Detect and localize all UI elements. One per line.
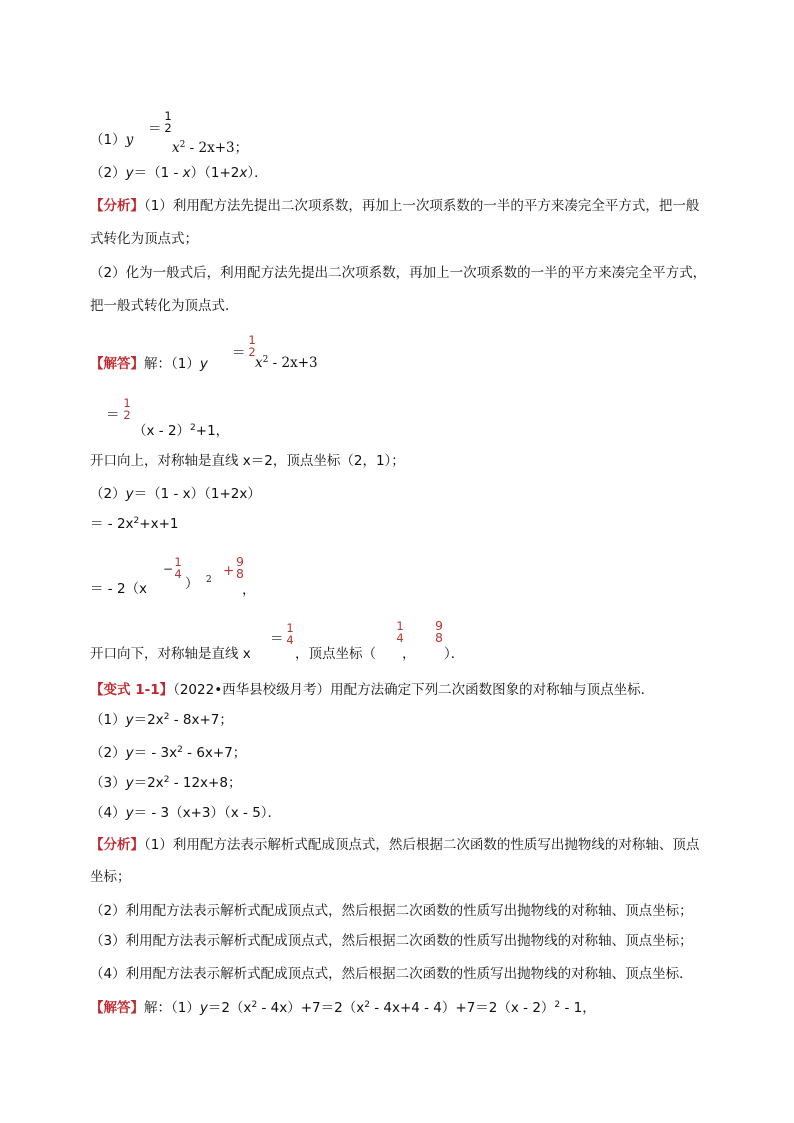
q1-equals: ＝ xyxy=(148,121,162,137)
variant-item-4: （4）y＝ - 3（x+3）（x - 5）． xyxy=(90,805,282,821)
analysis-line-4: 把一般式转化为顶点式． xyxy=(90,298,239,314)
answer-part2-line-3b: ） xyxy=(185,576,199,592)
analysis-line-3: （2）化为一般式后，利用配方法先提出二次项系数，再加上一次项系数的一半的平方来凑完全平方式， xyxy=(90,265,707,281)
answer-line-1: 【解答】解：（1）y xyxy=(90,356,208,372)
analysis2-line-2: 坐标； xyxy=(90,869,131,885)
analysis-line-1: 【分析】（1）利用配方法先提出二次项系数，再加上一次项系数的一半的平方来凑完全平方式，把一般 xyxy=(90,198,700,214)
answer-part2-line-1: （2）y＝（1 - x）（1+2x） xyxy=(90,486,261,502)
answer-conclusion-1: 开口向上，对称轴是直线 x＝2，顶点坐标（2，1）； xyxy=(90,453,405,469)
variant-item-3: $(3)y=2x^2 - 12x+8$； xyxy=(90,775,242,791)
variant-title: 【变式 1-1】（2022•西华县校级月考）用配方法确定下列二次函数图象的对称轴与顶点坐标． xyxy=(90,682,655,698)
answer-fraction-1: 1 2 xyxy=(248,333,256,359)
c2-fraction-3: 9 8 xyxy=(435,618,443,645)
answer-equals-1: ＝ xyxy=(232,345,246,361)
c2-fraction-2: 1 4 xyxy=(396,619,404,645)
variant-item-2: $(2)y= - 3x^2 - 6x+7$； xyxy=(90,745,247,761)
analysis2-line-5: （4）利用配方法表示解析式配成顶点式，然后根据二次函数的性质写出抛物线的对称轴、顶点坐标． xyxy=(90,966,693,982)
analysis-line-2: 式转化为顶点式； xyxy=(90,231,198,247)
answer-fraction-4: 9 8 xyxy=(236,554,244,581)
analysis2-line-3: （2）利用配方法表示解析式配成顶点式，然后根据二次函数的性质写出抛物线的对称轴、顶点坐标； xyxy=(90,903,693,919)
analysis2-line-4: （3）利用配方法表示解析式配成顶点式，然后根据二次函数的性质写出抛物线的对称轴、顶点坐标； xyxy=(90,933,693,949)
c2-fraction-1: 1 4 xyxy=(286,621,294,647)
answer-expression-1: $x^2 - 2x+3$ xyxy=(255,355,318,371)
question-2: （2）y＝（1 - x）（1+2x）． xyxy=(90,165,268,181)
c2-equals: ＝ xyxy=(270,631,284,647)
answer-fraction-3: 1 4 xyxy=(174,555,182,581)
analysis2-line-1: 【分析】（1）利用配方法表示解析式配成顶点式，然后根据二次函数的性质写出抛物线的对称轴、顶点 xyxy=(90,837,700,853)
c2-end: ）． xyxy=(444,646,465,662)
comma: ， xyxy=(242,582,256,598)
answer-part2-line-2: ＝ - $2x^2+x+1$ xyxy=(90,516,179,532)
question-1: （1）y xyxy=(90,132,134,148)
answer-expression-2: （x - 2）$^2$+1， xyxy=(133,423,230,439)
variant-item-1: $(1)y=2x^2 - 8x+7$； xyxy=(90,712,233,728)
c2-coord-label: ，顶点坐标（ xyxy=(295,646,376,662)
q1-fraction: 1 2 xyxy=(164,109,172,135)
answer-conclusion-2: 开口向下，对称轴是直线 x xyxy=(90,646,251,662)
c2-comma: ， xyxy=(402,646,416,662)
q1-expression: $x^2 - 2x+3$； xyxy=(172,140,249,156)
answer2-line: 【解答】解：$(1)y=2(x^2 - 4x)+7=2(x^2 - 4x+4 - 4)+7=2(x - 2)^2 - 1$， xyxy=(90,1000,596,1016)
answer-fraction-2: 1 2 xyxy=(123,396,131,422)
plus-sign: + xyxy=(223,563,235,579)
minus-sign: − xyxy=(163,562,174,576)
answer-equals-2: ＝ xyxy=(106,407,120,423)
answer-part2-line-3: ＝ - 2（x xyxy=(90,581,148,597)
